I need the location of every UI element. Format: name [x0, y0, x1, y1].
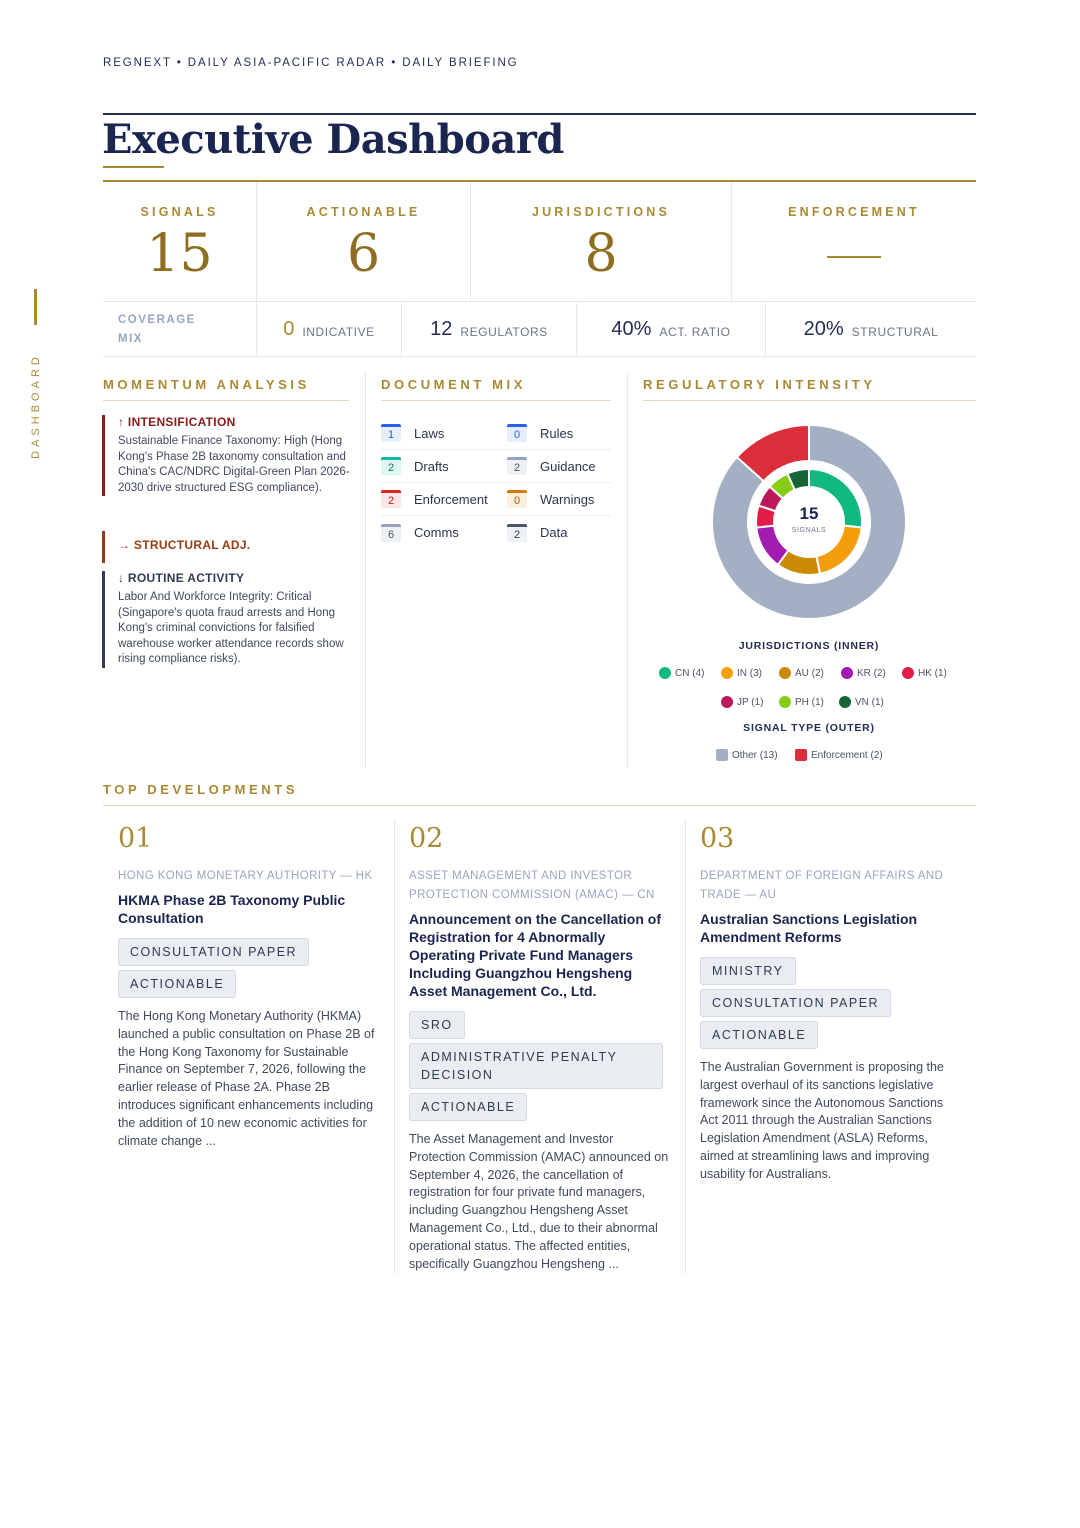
legend-swatch: [779, 696, 791, 708]
document-mix-grid: [381, 417, 611, 549]
coverage-value: 12: [430, 318, 453, 340]
legend-label: AU (2): [795, 667, 824, 679]
header-rule: [103, 113, 976, 115]
coverage-heading: [103, 303, 257, 356]
legend-swatch: [721, 696, 733, 708]
document-type-drafts: [381, 450, 507, 483]
document-type-label: Warnings: [540, 491, 595, 507]
momentum-text: Sustainable Finance Taxonomy: High (Hong Kong's Phase 2B taxonomy consultation and China's CAC/NDRC Digital-Green Plan 2026-2030 drive structured ESG compliance).: [118, 435, 350, 494]
legend-label: JP (1): [737, 696, 764, 708]
document-type-enforcement: [381, 483, 507, 516]
legend-label: VN (1): [855, 696, 884, 708]
side-accent-bar: [34, 289, 37, 325]
development-number: 01: [118, 823, 153, 854]
legend-label: HK (1): [918, 667, 947, 679]
intensity-heading: REGULATORY INTENSITY: [643, 377, 976, 401]
kpi-value: 15: [146, 224, 213, 284]
development-title[interactable]: HKMA Phase 2B Taxonomy Public Consultation: [118, 892, 346, 926]
development-tags: [409, 1011, 669, 1121]
coverage-heading-label: COVERAGE MIX: [118, 313, 196, 345]
development-regulator: ASSET MANAGEMENT AND INVESTOR PROTECTION COMMISSION (AMAC) — CN: [409, 870, 655, 901]
donut-center-value: 15: [799, 504, 819, 523]
donut-center-label: SIGNALS: [791, 527, 827, 534]
development-summary: The Australian Government is proposing the largest overhaul of its sanctions legislative framework since the Autonomous Sanctions Act 2011 through the Australian Sanctions Legislation Amendment (ASLA) Reforms, aimed at streamlining laws and improving usability for Australians.: [700, 1060, 944, 1181]
momentum-intensification: [102, 415, 352, 496]
tag-badge: ACTIONABLE: [409, 1093, 527, 1121]
legend-label: Enforcement (2): [811, 749, 883, 761]
legend-swatch: [779, 667, 791, 679]
kpi-row: [103, 182, 976, 302]
momentum-title: ↓ ROUTINE ACTIVITY: [118, 571, 245, 585]
document-type-rules: [507, 417, 611, 450]
coverage-value: 40%: [611, 318, 652, 340]
development-title[interactable]: Australian Sanctions Legislation Amendment Reforms: [700, 911, 918, 945]
legend-label: IN (3): [737, 667, 762, 679]
coverage-indicative: [257, 303, 402, 356]
tag-badge: CONSULTATION PAPER: [118, 938, 309, 966]
development-number: 02: [409, 823, 444, 854]
tag-badge: MINISTRY: [700, 957, 796, 985]
legend-label: Other (13): [732, 749, 778, 761]
inner-legend-title: JURISDICTIONS (INNER): [738, 640, 880, 652]
legend-item: [839, 696, 884, 708]
document-type-label: Guidance: [540, 458, 596, 474]
intensity-donut-chart: [709, 422, 909, 622]
document-count-badge: 2: [507, 457, 527, 475]
document-type-warnings: [507, 483, 611, 516]
legend-item: [721, 696, 764, 708]
coverage-label: INDICATIVE: [302, 324, 375, 339]
tag-badge: ACTIONABLE: [118, 970, 236, 998]
momentum-title: ↑ INTENSIFICATION: [118, 415, 236, 429]
development-summary: The Hong Kong Monetary Authority (HKMA) launched a public consultation on Phase 2B of the Hong Kong Taxonomy for Sustainable Finance on September 7, 2026, following the earlier release of Phase 2A. Phase 2B introduces significant enhancements including the addition of 10 new economic activities for climate change ...: [118, 1009, 375, 1148]
legend-item: [659, 667, 704, 679]
document-mix-heading: DOCUMENT MIX: [381, 377, 611, 401]
column-divider: [365, 372, 366, 768]
document-count-badge: 2: [381, 490, 401, 508]
legend-swatch: [659, 667, 671, 679]
report-kicker: REGNEXT • DAILY ASIA-PACIFIC RADAR • DAILY BRIEFING: [103, 57, 519, 69]
tag-badge: ACTIONABLE: [700, 1021, 818, 1049]
legend-item: [795, 749, 883, 761]
column-divider: [627, 372, 628, 768]
legend-label: KR (2): [857, 667, 886, 679]
legend-item: [779, 696, 824, 708]
legend-swatch: [795, 749, 807, 761]
coverage-structural: [766, 303, 976, 356]
coverage-label: REGULATORS: [460, 324, 548, 339]
momentum-routine: [102, 571, 352, 668]
legend-label: PH (1): [795, 696, 824, 708]
legend-item: [902, 667, 947, 679]
legend-swatch: [839, 696, 851, 708]
document-type-data: [507, 516, 611, 549]
document-count-badge: 2: [507, 524, 527, 542]
document-type-label: Laws: [414, 425, 445, 441]
document-type-guidance: [507, 450, 611, 483]
kpi-label: ENFORCEMENT: [788, 205, 920, 219]
development-regulator: HONG KONG MONETARY AUTHORITY — HK: [118, 870, 373, 882]
legend-swatch: [721, 667, 733, 679]
document-type-label: Data: [540, 525, 568, 540]
development-number: 03: [700, 823, 735, 854]
legend-label: CN (4): [675, 667, 705, 679]
kpi-label: SIGNALS: [140, 205, 219, 219]
development-summary: The Asset Management and Investor Protection Commission (AMAC) announced on September 4, 2026, the cancellation of registration for four private fund managers, including Guangzhou Hengsheng Asset Management Co., Ltd., due to their abnormal operational status. The affected entities, specifically Guangzhou Hengsheng ...: [409, 1132, 669, 1271]
development-card[interactable]: [118, 822, 378, 1150]
kpi-jurisdictions: [471, 182, 732, 302]
side-section-label: DASHBOARD: [30, 353, 42, 459]
document-type-comms: [381, 516, 507, 549]
momentum-title: → STRUCTURAL ADJ.: [118, 538, 251, 552]
document-type-label: Comms: [414, 525, 459, 540]
document-type-label: Drafts: [414, 458, 449, 474]
tag-badge: CONSULTATION PAPER: [700, 989, 891, 1017]
kpi-enforcement: [732, 182, 976, 302]
title-accent-line: [103, 166, 164, 168]
column-divider: [394, 820, 395, 1274]
legend-swatch: [902, 667, 914, 679]
development-card[interactable]: [700, 822, 960, 1184]
coverage-mix-row: [103, 303, 976, 357]
document-count-badge: 0: [507, 490, 527, 508]
kpi-label: JURISDICTIONS: [531, 205, 671, 219]
development-card[interactable]: [409, 822, 669, 1273]
development-regulator: DEPARTMENT OF FOREIGN AFFAIRS AND TRADE — AU: [700, 870, 944, 901]
tag-badge: ADMINISTRATIVE PENALTY DECISION: [409, 1043, 663, 1089]
coverage-label: ACT. RATIO: [659, 324, 731, 339]
development-title[interactable]: Announcement on the Cancellation of Registration for 4 Abnormally Operating Private Fund Managers Including Guangzhou Hengsheng Asset Management Co., Ltd.: [409, 911, 662, 999]
kpi-label: ACTIONABLE: [306, 205, 421, 219]
kpi-empty-value: [827, 256, 881, 258]
legend-item: [841, 667, 886, 679]
coverage-value: 0: [283, 318, 295, 340]
momentum-structural: [102, 531, 352, 563]
tag-badge: SRO: [409, 1011, 465, 1039]
document-count-badge: 2: [381, 457, 401, 475]
page-title: Executive Dashboard: [102, 116, 564, 163]
development-tags: [700, 957, 960, 1049]
coverage-label: STRUCTURAL: [851, 324, 939, 339]
column-divider: [685, 820, 686, 1274]
document-type-label: Rules: [540, 425, 574, 441]
legend-item: [721, 667, 762, 679]
momentum-text: Labor And Workforce Integrity: Critical (Singapore's quota fraud arrests and Hong Kong's criminal convictions for falsified warehouse worker attendance records show rising compliance risks).: [118, 591, 344, 665]
document-type-laws: [381, 417, 507, 450]
kpi-value: 8: [584, 224, 618, 284]
kpi-signals: [103, 182, 257, 302]
development-tags: [118, 938, 378, 998]
document-count-badge: 0: [507, 424, 527, 442]
outer-legend-title: SIGNAL TYPE (OUTER): [743, 722, 875, 734]
coverage-regulators: [402, 303, 577, 356]
document-type-label: Enforcement: [414, 491, 488, 507]
legend-swatch: [716, 749, 728, 761]
legend-swatch: [841, 667, 853, 679]
document-count-badge: 1: [381, 424, 401, 442]
kpi-value: 6: [346, 224, 381, 284]
document-count-badge: 6: [381, 524, 401, 542]
top-developments-heading: TOP DEVELOPMENTS: [103, 782, 976, 806]
legend-item: [779, 667, 824, 679]
coverage-value: 20%: [803, 318, 844, 340]
coverage-act-ratio: [577, 303, 766, 356]
kpi-actionable: [257, 182, 471, 302]
legend-item: [716, 749, 778, 761]
momentum-heading: MOMENTUM ANALYSIS: [103, 377, 349, 401]
